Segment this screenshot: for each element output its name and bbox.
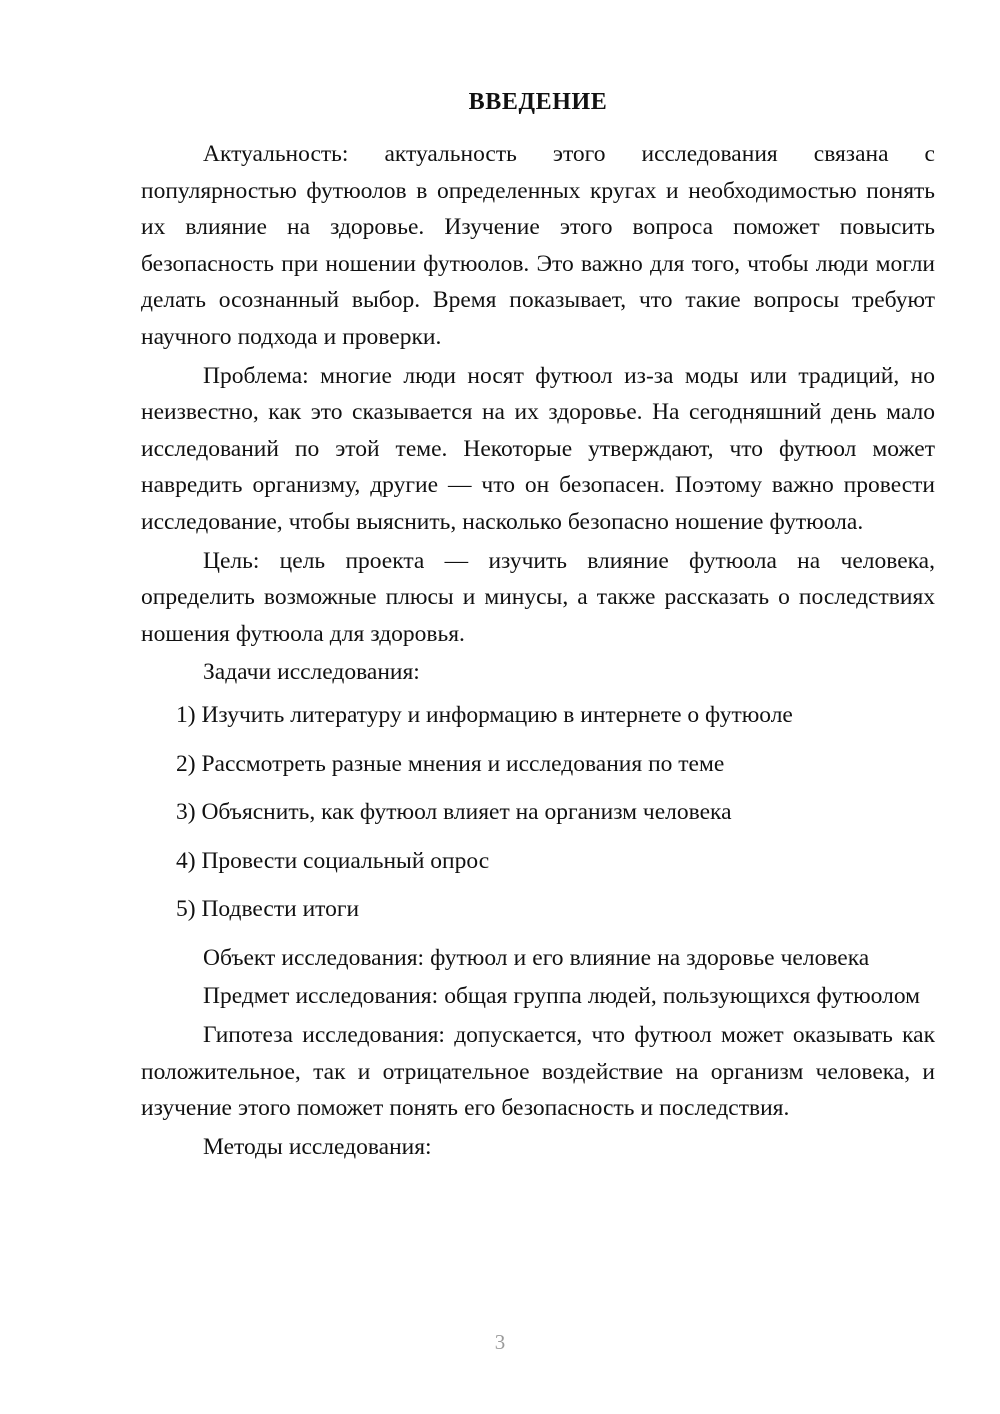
- paragraph-problem: Проблема: многие люди носят футюол из-за моды или традиций, но неизвестно, как это сказывается на их здоровье. На сегодняшний день мало исследований по этой теме. Некоторые утверждают, что футюол может навредить организму, другие — что он безопасен. Поэтому важно провести исследование, чтобы выяснить, насколько безопасно ношение футюола.: [141, 362, 935, 535]
- page-number: 3: [494, 1330, 506, 1354]
- tasks-list: [141, 697, 935, 928]
- tasks-heading: Задачи исследования:: [203, 659, 420, 686]
- list-item: 4) Провести социальный опрос: [176, 847, 490, 874]
- list-item: 1) Изучить литературу и информацию в интернете о футюоле: [176, 701, 793, 728]
- paragraph-subject: Предмет исследования: общая группа людей, пользующихся футюолом: [203, 983, 920, 1010]
- methods-heading: Методы исследования:: [203, 1133, 432, 1160]
- list-item: 5) Подвести итоги: [176, 896, 360, 923]
- list-item: 2) Рассмотреть разные мнения и исследования по теме: [176, 750, 725, 777]
- paragraph-hypothesis: Гипотеза исследования: допускается, что футюол может оказывать как положительное, так и отрицательное воздействие на организм человека, и изучение этого поможет понять его безопасность и последствия.: [141, 1022, 935, 1122]
- paragraph-object: Объект исследования: футюол и его влияние на здоровье человека: [203, 944, 870, 971]
- document-body: [141, 84, 935, 1167]
- paragraph-goal: Цель: цель проекта — изучить влияние футюола на человека, определить возможные плюсы и минусы, а также рассказать о последствиях ношения футюола для здоровья.: [141, 547, 935, 647]
- paragraph-relevance: Актуальность: актуальность этого исследования связана с популярностью футюолов в определенных кругах и необходимостью понять их влияние на здоровье. Изучение этого вопроса поможет повысить безопасность при ношении футюолов. Это важно для того, чтобы люди могли делать осознанный выбор. Время показывает, что такие вопросы требуют научного подхода и проверки.: [141, 141, 935, 350]
- page-title: ВВЕДЕНИЕ: [468, 89, 608, 115]
- list-item: 3) Объяснить, как футюол влияет на организм человека: [176, 799, 732, 826]
